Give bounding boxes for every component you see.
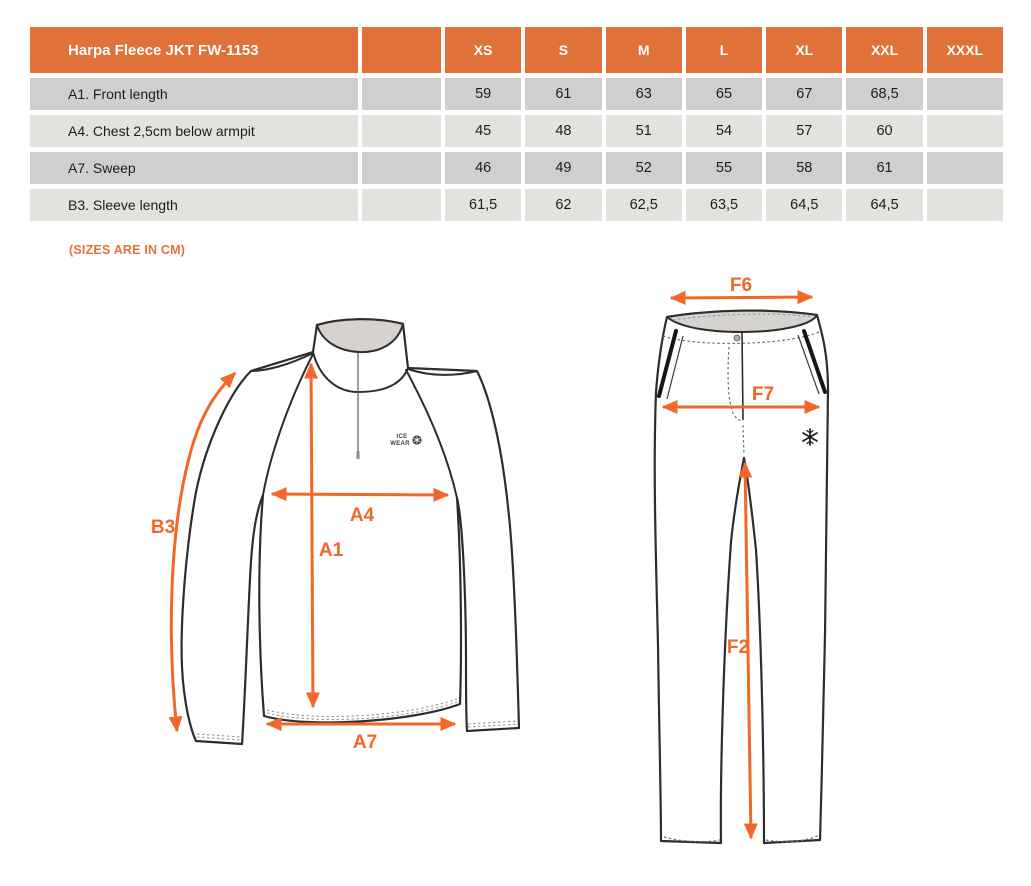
snowflake-icon bbox=[412, 435, 421, 444]
label-a4: A4 bbox=[349, 505, 375, 526]
measurement-value-cell: 55 bbox=[686, 152, 762, 184]
measurement-value-cell: 58 bbox=[766, 152, 842, 184]
measurement-value-cell: 64,5 bbox=[846, 189, 922, 221]
measurement-value-cell: 65 bbox=[686, 78, 762, 110]
measurement-value-cell: 61 bbox=[525, 78, 601, 110]
arrow-a7 bbox=[267, 724, 455, 753]
measurement-value-cell: 62 bbox=[525, 189, 601, 221]
label-a1: A1 bbox=[318, 540, 344, 561]
size-header-xl: XL bbox=[766, 27, 842, 73]
logo-text-bottom: WEAR bbox=[390, 441, 410, 447]
measurement-value-cell: 60 bbox=[846, 115, 922, 147]
measurement-value-cell: 67 bbox=[766, 78, 842, 110]
label-f2: F2 bbox=[726, 637, 750, 658]
size-header-s: S bbox=[525, 27, 601, 73]
label-b3: B3 bbox=[150, 517, 176, 538]
size-header-m: M bbox=[606, 27, 682, 73]
arrow-f6 bbox=[671, 275, 812, 298]
measurement-value-cell: 68,5 bbox=[846, 78, 922, 110]
label-f7: F7 bbox=[751, 384, 775, 405]
product-title-cell: Harpa Fleece JKT FW-1153 bbox=[30, 27, 358, 73]
measurement-value-cell: 59 bbox=[445, 78, 521, 110]
label-f6: F6 bbox=[729, 275, 753, 296]
measurement-value-cell: 45 bbox=[445, 115, 521, 147]
measurement-value-cell: 46 bbox=[445, 152, 521, 184]
logo-text-top: ICE bbox=[396, 434, 408, 440]
measurement-label: A7. Sweep bbox=[30, 152, 358, 184]
measurement-value-cell: 48 bbox=[525, 115, 601, 147]
measurement-label: B3. Sleeve length bbox=[30, 189, 358, 221]
measurement-value-cell: 61,5 bbox=[445, 189, 521, 221]
measurement-value-cell: 54 bbox=[686, 115, 762, 147]
size-header-xxl: XXL bbox=[846, 27, 922, 73]
measurement-value-cell: 49 bbox=[525, 152, 601, 184]
measurement-value-cell: 63,5 bbox=[686, 189, 762, 221]
pants-outline bbox=[655, 311, 828, 843]
measurement-value-cell: 64,5 bbox=[766, 189, 842, 221]
jacket-diagram bbox=[151, 319, 519, 753]
measurement-value-cell: 57 bbox=[766, 115, 842, 147]
label-a7: A7 bbox=[352, 732, 378, 753]
measurement-value-cell: 52 bbox=[606, 152, 682, 184]
measurement-label: A1. Front length bbox=[30, 78, 358, 110]
measurement-value-cell: 51 bbox=[606, 115, 682, 147]
jacket-outline bbox=[182, 319, 519, 744]
measurement-value-cell: 63 bbox=[606, 78, 682, 110]
measurement-label: A4. Chest 2,5cm below armpit bbox=[30, 115, 358, 147]
size-header-l: L bbox=[686, 27, 762, 73]
measurement-value-cell: 62,5 bbox=[606, 189, 682, 221]
size-header-xs: XS bbox=[445, 27, 521, 73]
size-header-xxxl: XXXL bbox=[927, 27, 1003, 73]
pants-diagram bbox=[655, 275, 828, 843]
measurement-value-cell: 61 bbox=[846, 152, 922, 184]
units-note: (SIZES ARE IN CM) bbox=[69, 243, 186, 257]
waist-button bbox=[734, 335, 740, 341]
